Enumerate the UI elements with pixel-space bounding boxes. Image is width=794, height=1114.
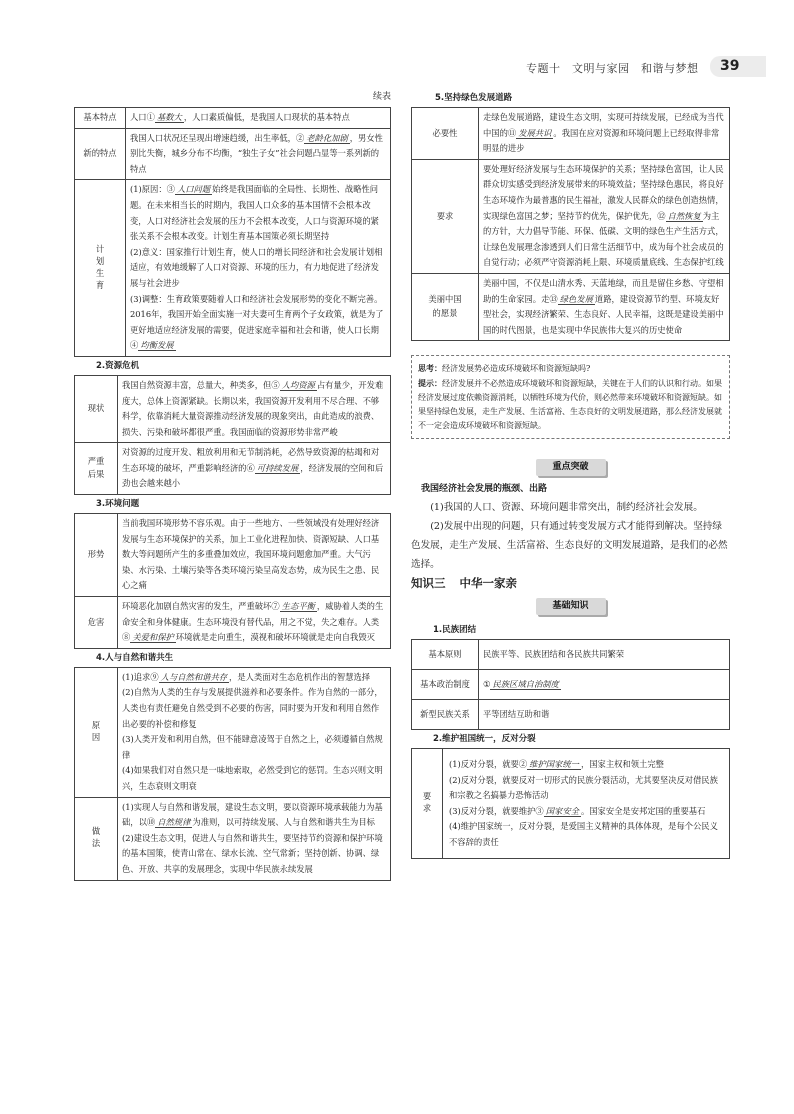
row-label: 新的特点 bbox=[75, 128, 126, 180]
page-number: 39 bbox=[710, 56, 766, 77]
row-content: 要处理好经济发展与生态环境保护的关系；坚持绿色富国，让人民群众切实感受到经济发展带来的环境效益；坚持绿色惠民，将良好生态环境作为最普惠的民生福祉，激发人民群众的绿色创造热情，实现绿色富国之梦；坚持节约优先，保护优先，⑫ 自然恢复 为主的方针，大力倡导节能、环保、低碳、文明的绿色生产生活方式，让绿色发展理念渗透到人们日常生活细节中，成为每个社会成员的自觉行动；必须严守资源消耗上限、环境质量底线、生态保护红线 bbox=[479, 159, 730, 273]
table-row bbox=[412, 273, 730, 340]
row-content: (1)反对分裂，就要② 维护国家统一 ，国家主权和领土完整 (2)反对分裂，就要反对一切形式的民族分裂活动，尤其要坚决反对借民族和宗教之名搞暴力恐怖活动 (3)反对分裂，就要维护③ 国家安全 。国家安全是安邦定国的重要基石 (4)维护国家统一，反对分裂，是爱国主义精神的具体体现，是每个公民义不容辞的责任 bbox=[443, 748, 730, 859]
fill-blank-answer: 关爱和保护 bbox=[132, 632, 174, 643]
row-label: 现状 bbox=[75, 375, 118, 442]
table-row bbox=[75, 667, 391, 797]
row-content: 走绿色发展道路，建设生态文明，实现可持续发展，已经成为当代中国的⑪ 发展共识 。我国在应对资源和环境问题上已经取得非常明显的进步 bbox=[479, 108, 730, 160]
breakthrough-paragraph: (2)发展中出现的问题，只有通过转变发展方式才能得到解决。坚持绿色发展，走生产发展、生活富裕、生态良好的文明发展道路，是我们的必然选择。 bbox=[411, 520, 728, 570]
row-content: 民族平等、民族团结和各民族共同繁荣 bbox=[479, 639, 730, 669]
row-label: 要求 bbox=[412, 748, 443, 859]
table-row bbox=[75, 797, 391, 880]
continued-label: 续表 bbox=[372, 92, 391, 102]
section-title: 5.坚持绿色发展道路 bbox=[435, 93, 513, 103]
table-row bbox=[75, 128, 391, 180]
breakthrough-title: 我国经济社会发展的瓶颈、出路 bbox=[421, 484, 548, 495]
row-content: 对资源的过度开发、粗放利用和无节制消耗，必然导致资源的枯竭和对生态环境的破坏，严重影响经济的⑥ 可持续发展 ，经济发展的空间和后劲也会越来越小 bbox=[118, 443, 391, 495]
row-label: 必要性 bbox=[412, 108, 479, 160]
row-label: 形势 bbox=[75, 514, 118, 597]
table-row bbox=[412, 699, 730, 729]
fill-blank-answer: 人与自然和谐共存 bbox=[160, 671, 228, 682]
row-label: 基本政治制度 bbox=[412, 669, 479, 699]
section-title: 4.人与自然和谐共生 bbox=[96, 652, 174, 663]
row-label: 新型民族关系 bbox=[412, 699, 479, 729]
table-row bbox=[75, 180, 391, 357]
row-label: 要求 bbox=[412, 159, 479, 273]
row-content: 人口① 基数大 ，人口素质偏低，是我国人口现状的基本特点 bbox=[126, 108, 391, 129]
left-column bbox=[74, 90, 391, 881]
row-label: 基本特点 bbox=[75, 108, 126, 129]
hint-label: 提示： bbox=[418, 378, 442, 389]
think-question: 经济发展势必造成环境破坏和资源短缺吗? bbox=[442, 364, 591, 374]
row-label: 危害 bbox=[75, 597, 118, 649]
fill-blank-answer: 发展共识 bbox=[518, 127, 552, 138]
page-header bbox=[470, 56, 775, 78]
row-content: 当前我国环境形势不容乐观。由于一些地方、一些领域没有处理好经济发展与生态环境保护的关系，加上工业化进程加快、资源短缺、人口基数大等问题所产生的多重叠加效应，我国环境问题愈加严重。大气污染、水污染、土壤污染等各类环境污染呈高发态势，成为民生之患、民心之痛 bbox=[118, 514, 391, 597]
row-content: ① 民族区域自治制度 bbox=[479, 669, 730, 699]
unity-table bbox=[411, 748, 730, 860]
row-content: (1)实现人与自然和谐发展，建设生态文明，要以资源环境承载能力为基础，以⑩ 自然规律 为准则，以可持续发展、人与自然和谐共生为目标 (2)建设生态文明，促进人与自然和谐共生，要坚持节约资源和保护环境的基本国策，使青山常在、绿水长流、空气常新；坚持创新、协调、绿色、开放、共享的发展理念，实现中华民族永续发展 bbox=[118, 797, 391, 880]
row-label: 计划生育 bbox=[75, 180, 126, 357]
row-content: (1)追求⑨ 人与自然和谐共存 ，是人类面对生态危机作出的智慧选择 (2)自然为人类的生存与发展提供滋养和必要条件。作为自然的一部分，人类也有责任避免自然受到不必要的伤害，同时要为开发和利用自然作出必要的补偿和修复 (3)人类开发和利用自然，但不能肆意凌驾于自然之上，必须遵循自然规律 (4)如果我们对自然只是一味地索取，必然受到它的惩罚。生态兴则文明兴，生态衰则文明衰 bbox=[118, 667, 391, 797]
row-content: 我国人口状况还呈现出增速趋缓，出生率低，② 老龄化加剧 ，男女性别比失衡，城乡分布不均衡，“独生子女”社会问题凸显等一系列新的特点 bbox=[126, 128, 391, 180]
hint-answer: 经济发展并不必然造成环境破坏和资源短缺，关键在于人们的认识和行动。如果经济发展过度依赖资源消耗，以牺牲环境为代价，则必然带来环境破坏和资源短缺。如果坚持绿色发展，走生产发展、生活富裕、生态良好的文明发展道路，那么经济发展就不一定会造成环境破坏和资源短缺。 bbox=[418, 379, 722, 431]
think-box bbox=[411, 355, 730, 439]
row-content: (1)原因：③ 人口问题 始终是我国面临的全局性、长期性、战略性问题。在未来相当长的时期内，我国人口众多的基本国情不会根本改变，人口对经济社会发展的压力不会根本改变，人口与资源环境的紧张关系不会根本改变。计划生育基本国策必须长期坚持 (2)意义：国家推行计划生育，使人口的增长同经济和社会发展计划相适应，有效地缓解了人口对资源、环境的压力，有力地促进了经济发展与社会进步 (3)调整：生育政策要随着人口和经济社会发展形势的变化不断完善。2016年，我国开始全面实施一对夫妻可生育两个子女政策，就是为了更好地适应经济发展的需要，促进家庭幸福和社会和谐，使人口长期④ 均衡发展 bbox=[126, 180, 391, 357]
table-row bbox=[412, 159, 730, 273]
header-title: 专题十 文明与家园 和谐与梦想 bbox=[526, 62, 699, 75]
table-row bbox=[412, 669, 730, 699]
table-row bbox=[75, 108, 391, 129]
row-content: 我国自然资源丰富，总量大，种类多，但⑤ 人均资源 占有量少，开发难度大，总体上资源紧缺。长期以来，我国资源开发利用不尽合理、不够科学，依靠消耗大量资源推动经济发展的现象突出，由此造成的浪费、损失、污染和破坏都很严重。我国面临的资源形势非常严峻 bbox=[118, 375, 391, 442]
row-content: 平等团结互助和谐 bbox=[479, 699, 730, 729]
breakthrough-paragraph: (1)我国的人口、资源、环境问题非常突出，制约经济社会发展。 bbox=[430, 501, 703, 513]
table-row bbox=[75, 443, 391, 495]
fill-blank-answer: 生态平衡 bbox=[281, 601, 315, 612]
row-content: 美丽中国，不仅是山清水秀、天蓝地绿，而且是留住乡愁、守望相助的生命家园。走⑬ 绿色发展 道路，建设资源节约型、环境友好型社会，实现经济繁荣、生态良好、人民幸福，这既是建设美丽中国的时代图景，也是实现中华民族伟大复兴的历史使命 bbox=[479, 273, 730, 340]
fill-blank-answer: 自然规律 bbox=[157, 817, 191, 828]
fill-blank-answer: 维护国家统一 bbox=[529, 758, 579, 769]
fill-blank-answer: 基数大 bbox=[156, 112, 182, 122]
fill-blank-answer: 国家安全 bbox=[545, 805, 579, 816]
section-title: 2.资源危机 bbox=[96, 360, 140, 371]
basic-knowledge-badge: 基础知识 bbox=[536, 598, 606, 615]
section-title: 2.维护祖国统一，反对分裂 bbox=[433, 733, 536, 744]
table-row bbox=[75, 514, 391, 597]
think-label: 思考： bbox=[418, 363, 442, 374]
row-content: 环境恶化加剧自然灾害的发生，严重破坏⑦ 生态平衡 ，威胁着人类的生命安全和身体健康。生态环境没有替代品，用之不觉，失之难存。人类⑧ 关爱和保护 环境就是走向重生，漠视和破坏环境就是走向自我毁灭 bbox=[118, 597, 391, 649]
right-column bbox=[411, 90, 730, 859]
table-row bbox=[412, 639, 730, 669]
section-title: 3.环境问题 bbox=[96, 499, 140, 510]
fill-blank-answer: 绿色发展 bbox=[559, 293, 593, 304]
population-table bbox=[74, 107, 391, 357]
section-title: 1.民族团结 bbox=[433, 624, 477, 635]
fill-blank-answer: 人口问题 bbox=[176, 184, 211, 195]
key-breakthrough-badge: 重点突破 bbox=[536, 459, 606, 476]
row-label: 原因 bbox=[75, 667, 118, 797]
harmony-table bbox=[74, 667, 391, 881]
green-development-table bbox=[411, 107, 730, 341]
environment-table bbox=[74, 513, 391, 649]
resource-table bbox=[74, 375, 391, 495]
table-row bbox=[412, 748, 730, 859]
fill-blank-answer: 自然恢复 bbox=[667, 210, 701, 221]
row-label: 严重后果 bbox=[75, 443, 118, 495]
ethnic-unity-table bbox=[411, 639, 730, 730]
knowledge-heading: 知识三 中华一家亲 bbox=[411, 575, 517, 590]
fill-blank-answer: 人均资源 bbox=[281, 379, 315, 390]
row-label: 美丽中国的愿景 bbox=[412, 273, 479, 340]
table-row bbox=[75, 375, 391, 442]
fill-blank-answer: 可持续发展 bbox=[256, 462, 299, 473]
fill-blank-answer: 均衡发展 bbox=[140, 340, 174, 351]
table-row bbox=[412, 108, 730, 160]
row-label: 做法 bbox=[75, 797, 118, 880]
fill-blank-answer: 老龄化加剧 bbox=[306, 132, 348, 143]
table-row bbox=[75, 597, 391, 649]
row-label: 基本原则 bbox=[412, 639, 479, 669]
fill-blank-answer: 民族区域自治制度 bbox=[492, 678, 559, 689]
